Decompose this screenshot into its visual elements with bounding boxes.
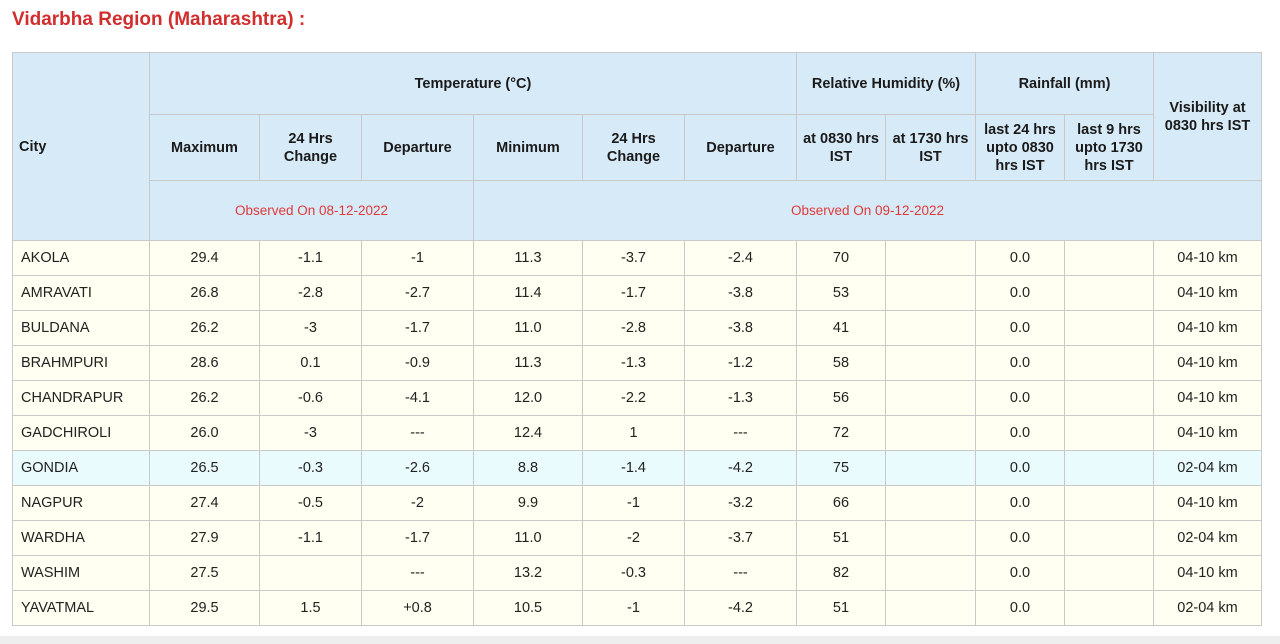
humidity-header: Relative Humidity (%) (797, 53, 976, 115)
min-departure-cell: -1.3 (685, 381, 797, 416)
max-change-cell: -2.8 (260, 276, 362, 311)
min-change-cell: -3.7 (583, 241, 685, 276)
max-temp-cell: 27.5 (150, 556, 260, 591)
min-departure-cell: --- (685, 416, 797, 451)
min-temp-cell: 11.4 (474, 276, 583, 311)
min-change-cell: -2.2 (583, 381, 685, 416)
min-change-header: 24 Hrs Change (583, 115, 685, 181)
rh-0830-cell: 58 (797, 346, 886, 381)
city-cell: NAGPUR (13, 486, 150, 521)
table-row (13, 521, 1262, 556)
rain-24h-cell: 0.0 (976, 486, 1065, 521)
min-change-cell: -1 (583, 486, 685, 521)
max-departure-header: Departure (362, 115, 474, 181)
rain-9h-cell (1065, 591, 1154, 626)
max-change-cell: -0.3 (260, 451, 362, 486)
min-departure-cell: -4.2 (685, 591, 797, 626)
max-temp-cell: 26.2 (150, 381, 260, 416)
rain-9h-cell (1065, 346, 1154, 381)
city-cell: AKOLA (13, 241, 150, 276)
rain-9h-cell (1065, 311, 1154, 346)
table-row (13, 311, 1262, 346)
min-departure-cell: -3.8 (685, 311, 797, 346)
min-temp-cell: 13.2 (474, 556, 583, 591)
table-row (13, 346, 1262, 381)
max-temp-cell: 26.2 (150, 311, 260, 346)
table-row (13, 486, 1262, 521)
max-departure-cell: -1.7 (362, 311, 474, 346)
observed-min-date: Observed On 09-12-2022 (474, 181, 1262, 241)
min-temp-cell: 11.0 (474, 521, 583, 556)
table-row (13, 241, 1262, 276)
rain-24h-cell: 0.0 (976, 346, 1065, 381)
rh-1730-cell (886, 486, 976, 521)
min-departure-cell: -4.2 (685, 451, 797, 486)
table-row (13, 381, 1262, 416)
rh-1730-cell (886, 381, 976, 416)
rh-0830-cell: 70 (797, 241, 886, 276)
region-title: Vidarbha Region (Maharashtra) : (12, 9, 306, 30)
observed-max-date: Observed On 08-12-2022 (150, 181, 474, 241)
city-cell: YAVATMAL (13, 591, 150, 626)
rain-24h-cell: 0.0 (976, 416, 1065, 451)
min-change-cell: -0.3 (583, 556, 685, 591)
rh-1730-cell (886, 311, 976, 346)
visibility-cell: 04-10 km (1154, 381, 1262, 416)
rh-0830-cell: 66 (797, 486, 886, 521)
min-change-cell: -1.3 (583, 346, 685, 381)
max-temp-cell: 29.5 (150, 591, 260, 626)
city-header: City (13, 53, 150, 241)
rh-1730-cell (886, 276, 976, 311)
min-change-cell: -1 (583, 591, 685, 626)
min-departure-cell: -3.7 (685, 521, 797, 556)
table-row (13, 556, 1262, 591)
min-change-cell: 1 (583, 416, 685, 451)
rain-9h-cell (1065, 556, 1154, 591)
max-change-cell: -1.1 (260, 241, 362, 276)
rh-0830-cell: 51 (797, 521, 886, 556)
min-temp-cell: 11.0 (474, 311, 583, 346)
visibility-cell: 02-04 km (1154, 521, 1262, 556)
rain-24h-header: last 24 hrs upto 0830 hrs IST (976, 115, 1065, 181)
rh-0830-cell: 75 (797, 451, 886, 486)
min-change-cell: -2.8 (583, 311, 685, 346)
minimum-header: Minimum (474, 115, 583, 181)
visibility-cell: 04-10 km (1154, 241, 1262, 276)
max-departure-cell: -4.1 (362, 381, 474, 416)
table-row (13, 451, 1262, 486)
rh-1730-cell (886, 521, 976, 556)
max-change-cell: 0.1 (260, 346, 362, 381)
visibility-cell: 02-04 km (1154, 451, 1262, 486)
min-departure-cell: -3.8 (685, 276, 797, 311)
table-body (13, 241, 1262, 626)
rain-9h-cell (1065, 276, 1154, 311)
max-departure-cell: -0.9 (362, 346, 474, 381)
city-cell: WASHIM (13, 556, 150, 591)
visibility-cell: 04-10 km (1154, 416, 1262, 451)
rain-9h-cell (1065, 381, 1154, 416)
max-change-header: 24 Hrs Change (260, 115, 362, 181)
rain-9h-cell (1065, 416, 1154, 451)
rh-0830-cell: 53 (797, 276, 886, 311)
rh-1730-cell (886, 416, 976, 451)
min-temp-cell: 11.3 (474, 241, 583, 276)
min-change-cell: -2 (583, 521, 685, 556)
city-cell: AMRAVATI (13, 276, 150, 311)
rain-9h-header: last 9 hrs upto 1730 hrs IST (1065, 115, 1154, 181)
min-change-cell: -1.4 (583, 451, 685, 486)
max-change-cell: -1.1 (260, 521, 362, 556)
max-temp-cell: 26.5 (150, 451, 260, 486)
city-cell: GADCHIROLI (13, 416, 150, 451)
visibility-cell: 04-10 km (1154, 486, 1262, 521)
max-departure-cell: +0.8 (362, 591, 474, 626)
rh-1730-cell (886, 556, 976, 591)
temperature-header: Temperature (°C) (150, 53, 797, 115)
city-cell: CHANDRAPUR (13, 381, 150, 416)
min-temp-cell: 10.5 (474, 591, 583, 626)
max-change-cell: -0.5 (260, 486, 362, 521)
visibility-cell: 04-10 km (1154, 556, 1262, 591)
min-temp-cell: 12.4 (474, 416, 583, 451)
max-departure-cell: -2.7 (362, 276, 474, 311)
rain-24h-cell: 0.0 (976, 381, 1065, 416)
rain-24h-cell: 0.0 (976, 451, 1065, 486)
max-departure-cell: -1.7 (362, 521, 474, 556)
rain-24h-cell: 0.0 (976, 591, 1065, 626)
min-departure-cell: --- (685, 556, 797, 591)
max-change-cell (260, 556, 362, 591)
min-temp-cell: 12.0 (474, 381, 583, 416)
min-departure-cell: -1.2 (685, 346, 797, 381)
rh-0830-cell: 56 (797, 381, 886, 416)
max-change-cell: -0.6 (260, 381, 362, 416)
min-temp-cell: 8.8 (474, 451, 583, 486)
visibility-cell: 04-10 km (1154, 311, 1262, 346)
city-cell: GONDIA (13, 451, 150, 486)
visibility-cell: 04-10 km (1154, 346, 1262, 381)
min-temp-cell: 9.9 (474, 486, 583, 521)
table-header (13, 53, 1262, 241)
visibility-cell: 02-04 km (1154, 591, 1262, 626)
rh-0830-cell: 82 (797, 556, 886, 591)
rh-0830-cell: 72 (797, 416, 886, 451)
city-cell: WARDHA (13, 521, 150, 556)
max-change-cell: -3 (260, 416, 362, 451)
max-temp-cell: 28.6 (150, 346, 260, 381)
table-row (13, 276, 1262, 311)
max-temp-cell: 27.4 (150, 486, 260, 521)
rain-9h-cell (1065, 521, 1154, 556)
min-departure-header: Departure (685, 115, 797, 181)
rh-1730-cell (886, 346, 976, 381)
rain-24h-cell: 0.0 (976, 241, 1065, 276)
rain-9h-cell (1065, 241, 1154, 276)
max-temp-cell: 26.8 (150, 276, 260, 311)
max-departure-cell: -2.6 (362, 451, 474, 486)
visibility-cell: 04-10 km (1154, 276, 1262, 311)
table-row (13, 416, 1262, 451)
rain-24h-cell: 0.0 (976, 311, 1065, 346)
city-cell: BRAHMPURI (13, 346, 150, 381)
rain-24h-cell: 0.0 (976, 521, 1065, 556)
max-departure-cell: -2 (362, 486, 474, 521)
rh-0830-cell: 51 (797, 591, 886, 626)
table-row (13, 591, 1262, 626)
rh-1730-header: at 1730 hrs IST (886, 115, 976, 181)
min-departure-cell: -3.2 (685, 486, 797, 521)
max-temp-cell: 27.9 (150, 521, 260, 556)
max-departure-cell: -1 (362, 241, 474, 276)
maximum-header: Maximum (150, 115, 260, 181)
max-departure-cell: --- (362, 556, 474, 591)
rainfall-header: Rainfall (mm) (976, 53, 1154, 115)
max-change-cell: -3 (260, 311, 362, 346)
weather-table (12, 52, 1262, 626)
rh-1730-cell (886, 451, 976, 486)
max-temp-cell: 26.0 (150, 416, 260, 451)
rh-1730-cell (886, 241, 976, 276)
max-change-cell: 1.5 (260, 591, 362, 626)
rh-0830-header: at 0830 hrs IST (797, 115, 886, 181)
bottom-scroll-area (0, 636, 1280, 644)
max-departure-cell: --- (362, 416, 474, 451)
rain-9h-cell (1065, 486, 1154, 521)
min-change-cell: -1.7 (583, 276, 685, 311)
visibility-header: Visibility at 0830 hrs IST (1154, 53, 1262, 181)
rain-24h-cell: 0.0 (976, 556, 1065, 591)
city-cell: BULDANA (13, 311, 150, 346)
rh-0830-cell: 41 (797, 311, 886, 346)
rain-24h-cell: 0.0 (976, 276, 1065, 311)
min-departure-cell: -2.4 (685, 241, 797, 276)
min-temp-cell: 11.3 (474, 346, 583, 381)
weather-table-container (12, 52, 1261, 626)
rain-9h-cell (1065, 451, 1154, 486)
rh-1730-cell (886, 591, 976, 626)
max-temp-cell: 29.4 (150, 241, 260, 276)
